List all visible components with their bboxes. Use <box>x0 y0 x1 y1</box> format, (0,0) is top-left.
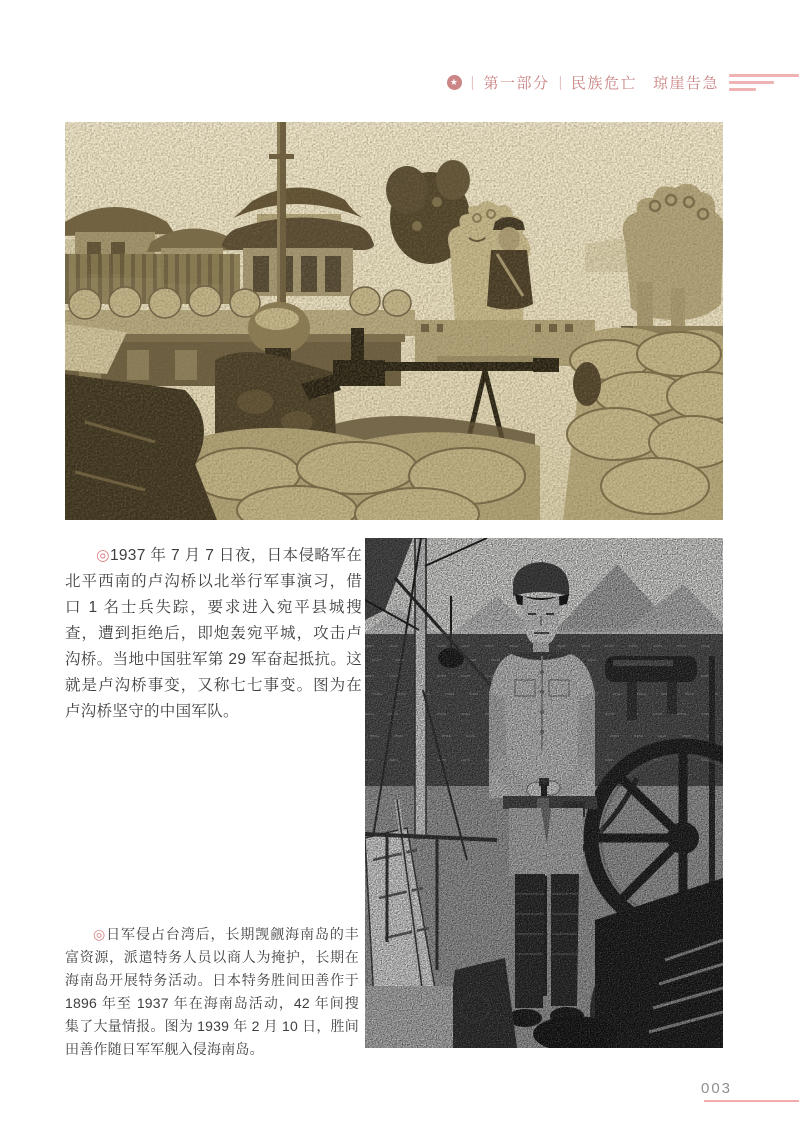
caption-bullet: ◎ <box>96 546 110 564</box>
photo-katsumata <box>365 538 723 1048</box>
header-divider: | <box>471 73 475 91</box>
caption-text: 日军侵占台湾后，长期觊觎海南岛的丰富资源，派遣特务人员以商人为掩护，长期在海南岛开展特务活动。日本特务胜间田善作于 1896 年至 1937 年在海南岛活动，42 年间搜集了大量情报。图为 1939 年 2 月 10 日，胜间田善作随日军军舰入侵海南岛。 <box>65 926 359 1057</box>
caption-bullet: ◎ <box>93 926 107 942</box>
running-head <box>0 70 799 94</box>
caption-katsumata <box>65 923 359 1061</box>
photo-lugouqiao <box>65 122 723 520</box>
section-subtitle: 琼崖告急 <box>652 74 719 92</box>
section-title: 民族危亡 <box>570 74 637 92</box>
header-deco-lines <box>729 74 799 91</box>
folio-rule <box>704 1100 799 1102</box>
page-number: 003 <box>701 1080 733 1097</box>
caption-lugouqiao <box>65 543 362 725</box>
header-divider: | <box>558 73 562 91</box>
part-label: 第一部分 <box>483 74 550 92</box>
star-circle-icon: ★ <box>447 75 462 90</box>
caption-text: 1937 年 7 月 7 日夜，日本侵略军在北平西南的卢沟桥以北举行军事演习，借口 1 名士兵失踪，要求进入宛平县城搜查，遭到拒绝后，即炮轰宛平城，攻击卢沟桥。当地中国驻军第 29 军奋起抵抗。这就是卢沟桥事变，又称七七事变。图为在卢沟桥坚守的中国军队。 <box>65 546 363 720</box>
